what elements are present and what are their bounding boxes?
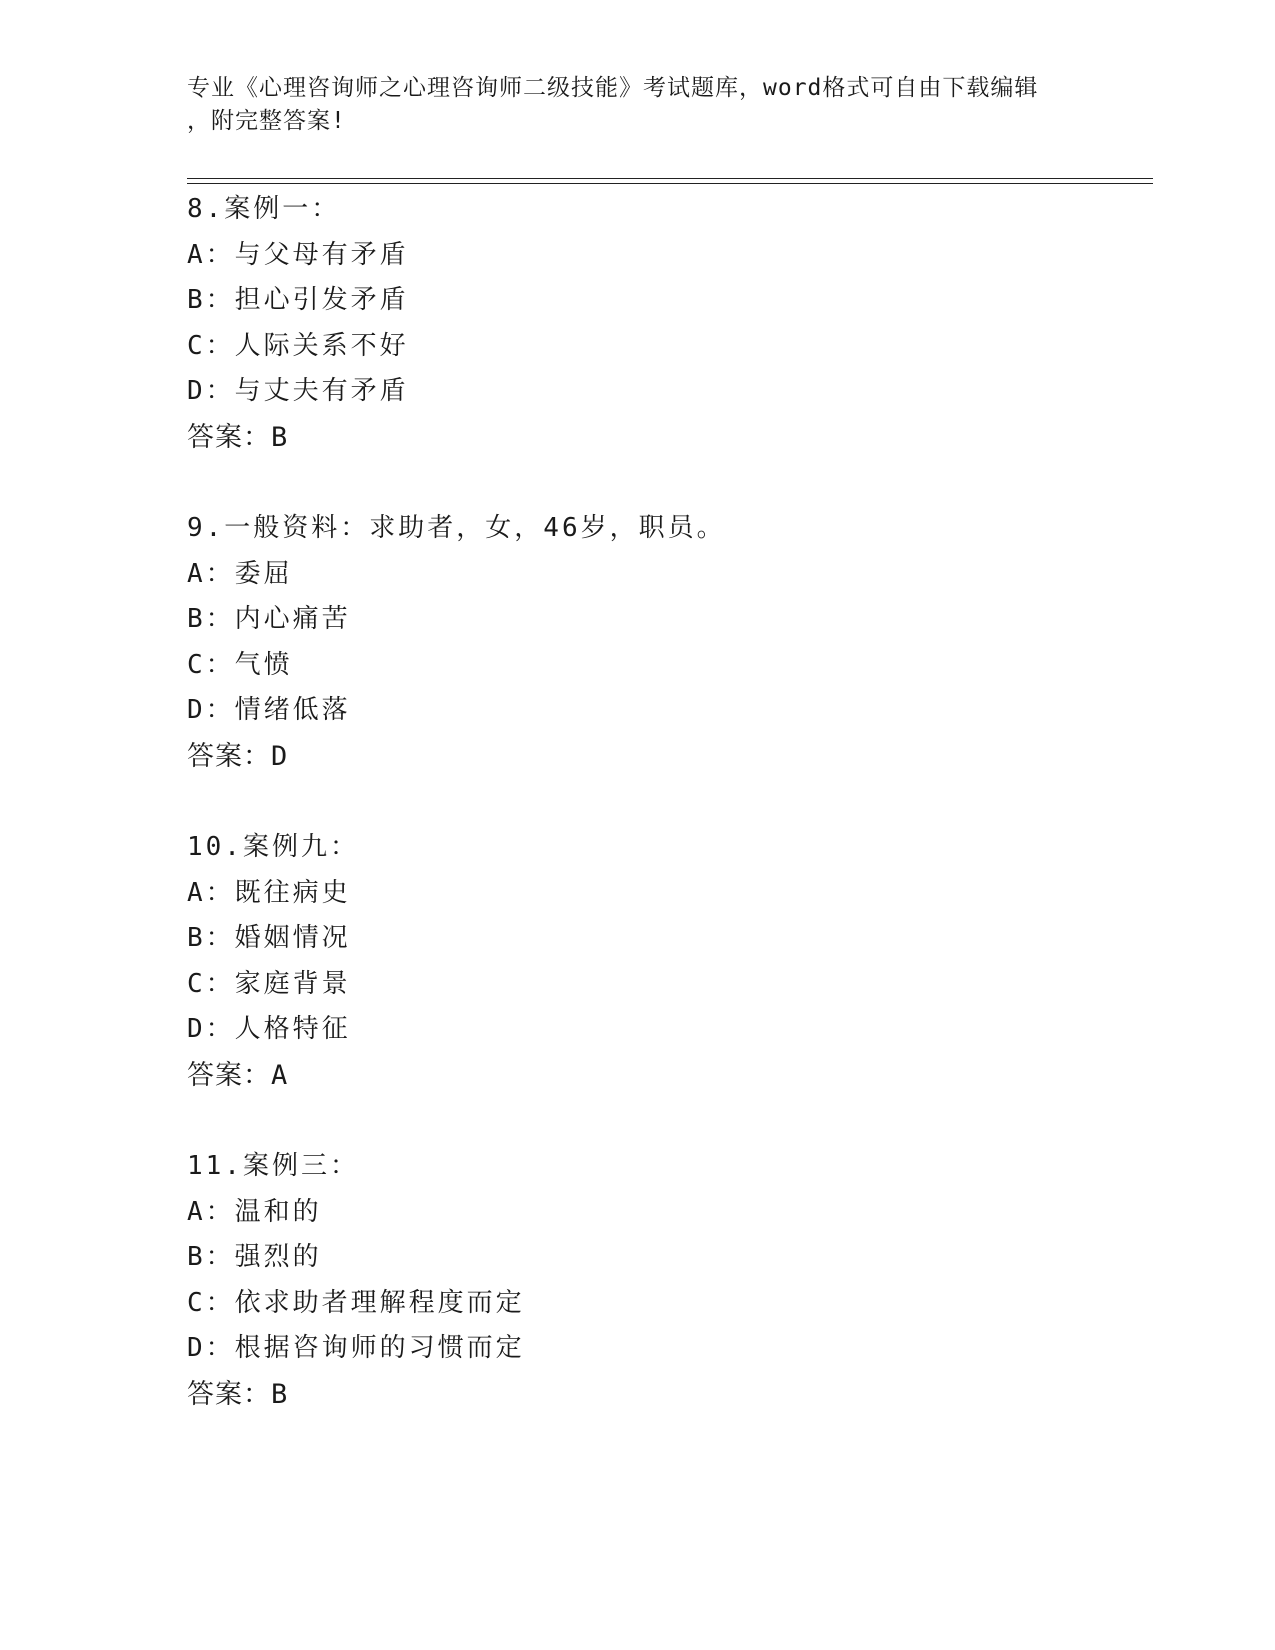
question-stem: 8.案例一： xyxy=(187,194,341,224)
header-divider-top xyxy=(187,178,1153,179)
answer-label: 答案： xyxy=(187,740,271,772)
question-stem: 9.一般资料：求助者，女，46岁，职员。 xyxy=(187,513,726,543)
header-line-2: ，附完整答案! xyxy=(187,108,346,134)
question-8 xyxy=(187,187,1087,460)
question-11 xyxy=(187,1144,1087,1417)
option-b: B：担心引发矛盾 xyxy=(187,285,409,315)
header-divider-bottom xyxy=(187,183,1153,184)
option-a: A：温和的 xyxy=(187,1196,322,1227)
answer-line xyxy=(187,1372,1087,1418)
option-c: C：家庭背景 xyxy=(187,968,351,999)
answer-value: D xyxy=(271,740,289,772)
option-d: D：根据咨询师的习惯而定 xyxy=(187,1333,525,1363)
option-b: B：强烈的 xyxy=(187,1242,322,1272)
question-10 xyxy=(187,825,1087,1098)
question-stem: 11.案例三： xyxy=(187,1151,359,1181)
option-a: A：委屈 xyxy=(187,558,293,589)
document-header xyxy=(187,72,1067,138)
option-d: D：情绪低落 xyxy=(187,695,351,725)
option-b: B：内心痛苦 xyxy=(187,604,351,634)
option-a: A：既往病史 xyxy=(187,877,351,908)
header-line-1: 专业《心理咨询师之心理咨询师二级技能》考试题库，word格式可自由下载编辑 xyxy=(187,75,1039,101)
option-b: B：婚姻情况 xyxy=(187,923,351,953)
answer-value: B xyxy=(271,1378,289,1410)
option-c: C：人际关系不好 xyxy=(187,330,409,361)
question-9 xyxy=(187,506,1087,779)
answer-label: 答案： xyxy=(187,1378,271,1410)
option-d: D：与丈夫有矛盾 xyxy=(187,376,409,406)
option-c: C：依求助者理解程度而定 xyxy=(187,1287,525,1318)
option-c: C：气愤 xyxy=(187,649,293,680)
answer-label: 答案： xyxy=(187,1059,271,1091)
answer-line xyxy=(187,415,1087,461)
option-a: A：与父母有矛盾 xyxy=(187,239,409,270)
option-d: D：人格特征 xyxy=(187,1014,351,1044)
answer-line xyxy=(187,1053,1087,1099)
answer-label: 答案： xyxy=(187,421,271,453)
answer-line xyxy=(187,734,1087,780)
question-stem: 10.案例九： xyxy=(187,832,359,862)
answer-value: B xyxy=(271,421,289,453)
answer-value: A xyxy=(271,1059,289,1091)
